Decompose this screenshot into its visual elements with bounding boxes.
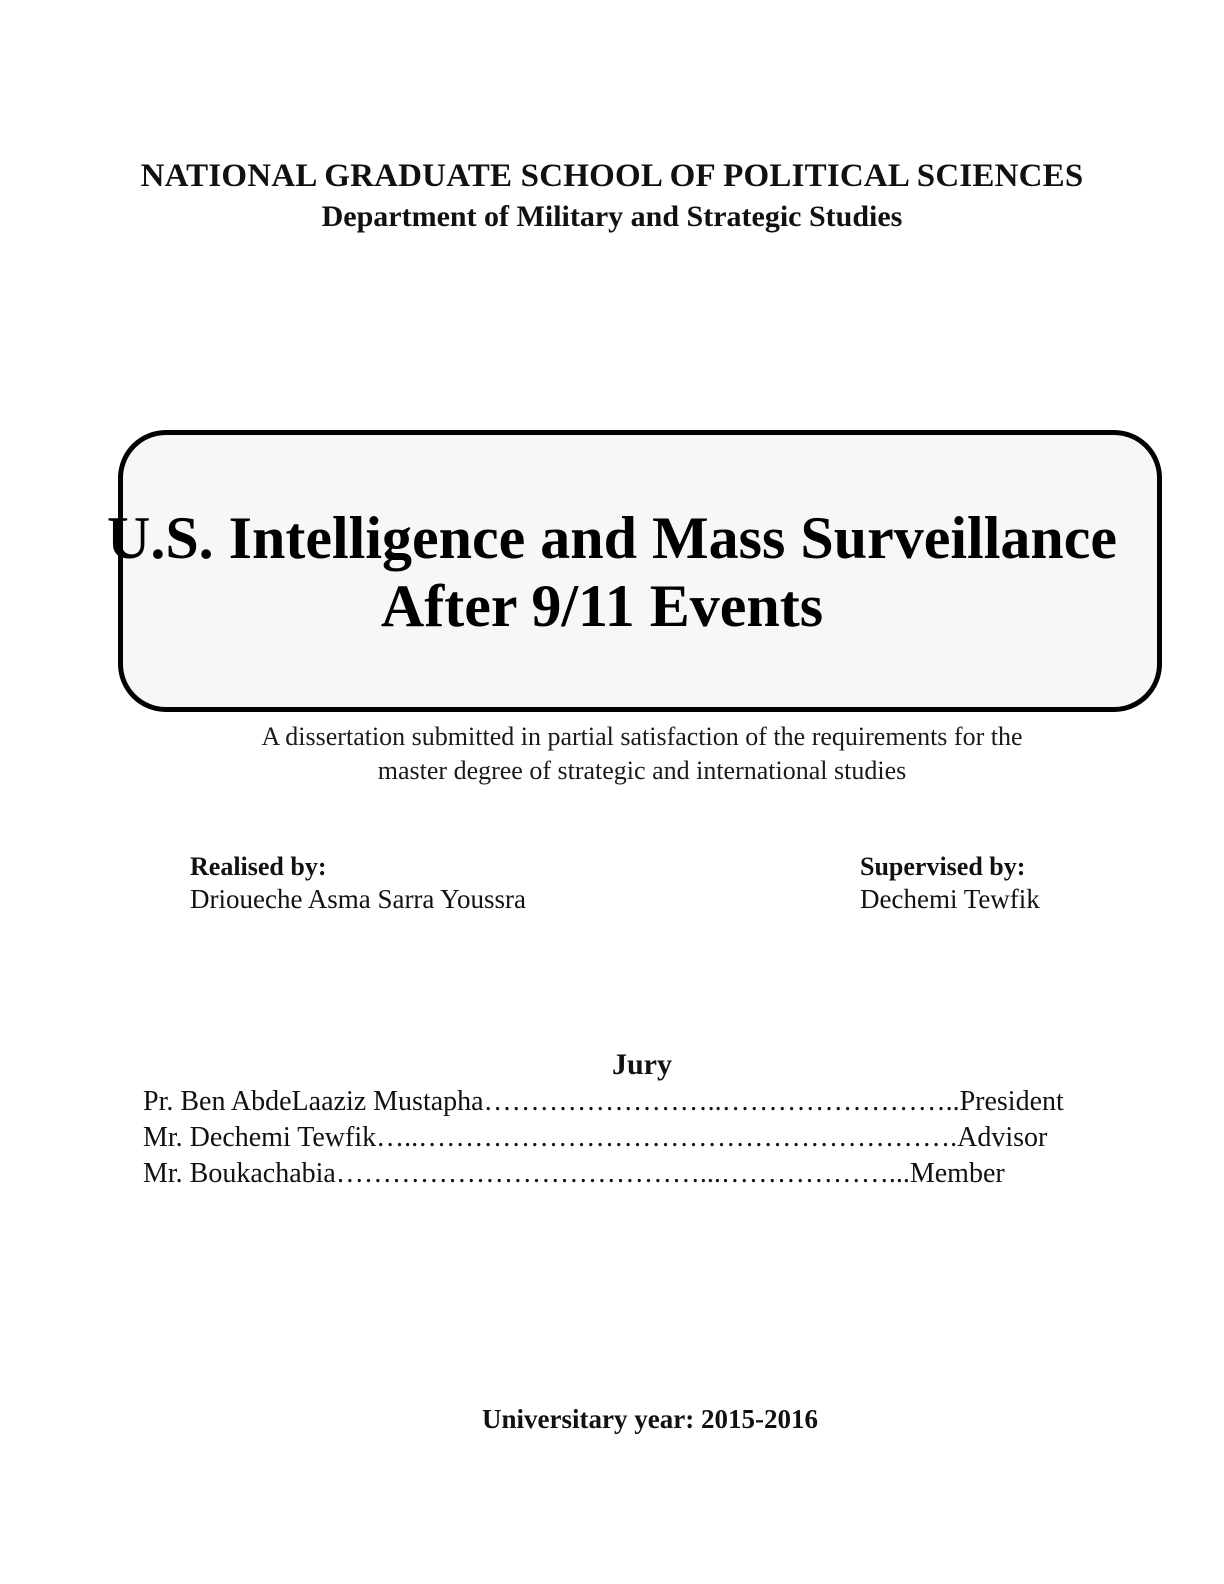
universitary-year: Universitary year: 2015-2016 [482, 1404, 818, 1434]
department-name: Department of Military and Strategic Studies [321, 200, 903, 233]
dissertation-title-line-1: U.S. Intelligence and Mass Surveillance [106, 505, 1117, 571]
supervisor-name: Dechemi Tewfik [860, 884, 1040, 914]
author-name: Drioueche Asma Sarra Youssra [190, 884, 526, 914]
dissertation-title-line-2: After 9/11 Events [380, 573, 824, 639]
jury-heading: Jury [612, 1048, 672, 1081]
dissertation-subtitle-line-1: A dissertation submitted in partial satisfaction of the requirements for the [261, 722, 1023, 751]
jury-member-advisor: Mr. Dechemi Tewfik…..………………………………………………….Advisor [143, 1122, 1048, 1153]
realised-by-label: Realised by: [190, 852, 327, 881]
jury-member-member: Mr. Boukachabia…………………………………...………………...Member [143, 1158, 1005, 1189]
dissertation-subtitle-line-2: master degree of strategic and international studies [377, 756, 907, 785]
supervised-by-label: Supervised by: [860, 852, 1026, 881]
jury-member-president: Pr. Ben AbdeLaaziz Mustapha……………………..……………………..President [143, 1086, 1064, 1117]
school-name: NATIONAL GRADUATE SCHOOL OF POLITICAL SCIENCES [140, 158, 1084, 194]
